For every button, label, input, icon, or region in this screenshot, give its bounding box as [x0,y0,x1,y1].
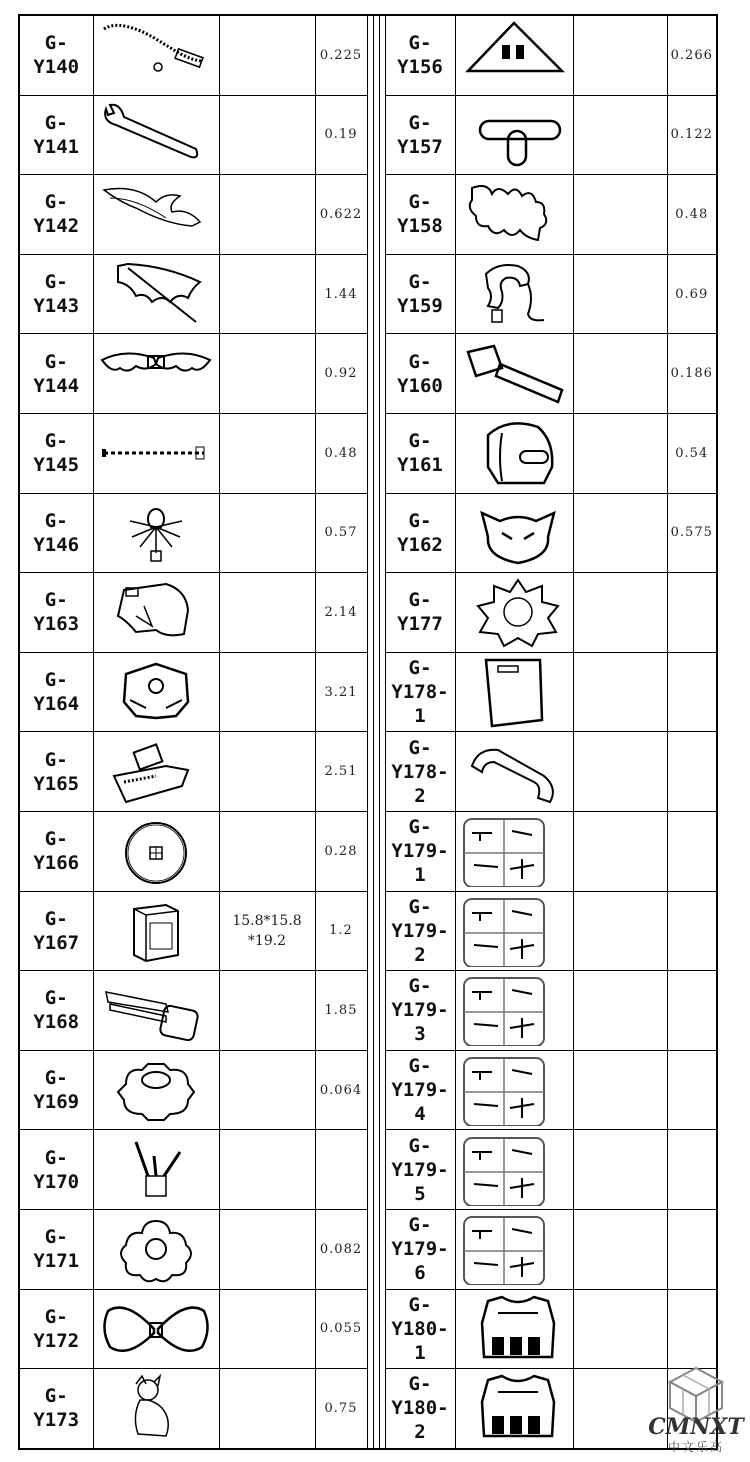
part-code-line: Y140 [33,56,80,79]
part-size [219,413,315,493]
part-code-line: G- [408,1214,432,1237]
part-code [19,254,93,334]
part-image [455,175,573,255]
part-weight: 0.69 [667,254,717,334]
clamp-plate-icon [96,736,216,808]
part-code [19,1209,93,1289]
part-image [455,95,573,175]
part-code [19,15,93,95]
part-code-line: G- [408,736,432,759]
armor-chest-icon [96,656,216,728]
part-code-line: G- [408,430,432,453]
bat-wings-pair-icon [96,338,216,410]
flame-blade-icon [96,178,216,250]
tactical-vest-icon [458,1372,570,1444]
part-image [93,652,219,732]
part-code-line: G- [44,350,68,373]
part-code-line: G- [408,271,432,294]
part-code-line: Y179- [391,1158,449,1181]
part-image [455,1289,573,1369]
part-code-line: Y146 [33,533,80,556]
part-code-line: 2 [414,1421,426,1444]
part-code [385,811,455,891]
part-code [19,95,93,175]
part-weight: 0.186 [667,334,717,414]
part-weight: 0.225 [315,15,367,95]
table-row [19,175,717,255]
part-code [385,1130,455,1210]
part-code-line: 1 [414,1341,426,1364]
table-row [19,732,717,812]
part-code-line: Y167 [33,931,80,954]
table-row [19,413,717,493]
part-size [573,811,667,891]
triangle-sign-icon [458,19,570,91]
part-image [455,1130,573,1210]
part-size [219,1130,315,1210]
part-image [93,811,219,891]
part-code [385,175,455,255]
part-size [573,1050,667,1130]
part-image [455,15,573,95]
part-weight: 3.21 [315,652,367,732]
part-code-line: G- [44,669,68,692]
part-size [573,175,667,255]
part-size [573,254,667,334]
part-code-line: Y144 [33,374,80,397]
part-code [385,732,455,812]
part-size [219,334,315,414]
part-code [385,1369,455,1449]
table-row [19,1289,717,1369]
part-code-line: 2 [414,784,426,807]
part-code-line: G- [44,1067,68,1090]
weapon-sprue-icon [458,895,570,967]
part-code-line: Y180- [391,1397,449,1420]
part-code-line: G- [408,589,432,612]
part-code-line: Y178- [391,760,449,783]
part-code-line: G- [44,1305,68,1328]
part-code-line: Y159 [397,295,443,318]
part-code [19,1289,93,1369]
part-image [455,573,573,653]
part-size [573,971,667,1051]
part-image [93,971,219,1051]
part-code-line: Y156 [397,56,443,79]
part-image [93,732,219,812]
part-weight [667,1130,717,1210]
part-code-line: G- [44,32,68,55]
part-image [455,1369,573,1449]
parts-catalog-table [18,14,718,1450]
part-weight: 2.51 [315,732,367,812]
part-code-line: 6 [414,1262,426,1285]
part-code-line: 1 [414,705,426,728]
part-size [573,573,667,653]
part-code-line: G- [44,509,68,532]
part-code-line: Y178- [391,681,449,704]
part-weight: 0.75 [315,1369,367,1449]
watermark-sub: 中文乐高 [667,1440,724,1454]
t-connector-icon [458,99,570,171]
table-row [19,1130,717,1210]
part-image [93,1209,219,1289]
part-code-line: Y177 [397,613,443,636]
pony-figure-icon [96,1372,216,1444]
part-image [455,1050,573,1130]
weapon-sprue-icon [458,815,570,887]
part-size [219,652,315,732]
part-code [385,652,455,732]
part-code-line: Y160 [397,374,443,397]
part-weight [667,652,717,732]
part-code [19,493,93,573]
part-size [219,95,315,175]
part-code [19,334,93,414]
part-size [219,1289,315,1369]
part-weight: 0.48 [667,175,717,255]
weapon-sprue-icon [458,974,570,1046]
part-code-line: G- [44,589,68,612]
part-size [219,1209,315,1289]
part-code-line: G- [44,1385,68,1408]
part-code-line: Y145 [33,454,80,477]
table-row [19,254,717,334]
part-size [573,1289,667,1369]
part-code [19,1130,93,1210]
part-image [455,493,573,573]
part-code-line: G- [408,191,432,214]
watermark-brand: CMNXT [648,1414,744,1440]
bat-wing-icon [96,258,216,330]
part-code-line: 2 [414,943,426,966]
part-image [455,811,573,891]
part-size [573,1130,667,1210]
part-size [573,732,667,812]
part-code-line: Y170 [33,1170,80,1193]
part-code-line: Y143 [33,295,80,318]
part-code [19,1369,93,1449]
hammer-icon [458,338,570,410]
part-code [19,413,93,493]
part-weight: 0.48 [315,413,367,493]
part-size [219,971,315,1051]
part-code-line: G- [408,350,432,373]
part-code-line: Y169 [33,1091,80,1114]
square-frame-icon [96,895,216,967]
part-weight [667,971,717,1051]
part-weight [667,811,717,891]
part-code-line: Y172 [33,1329,80,1352]
tactical-vest-icon [458,1293,570,1365]
part-size [573,95,667,175]
part-code-line: Y142 [33,215,80,238]
part-code [19,811,93,891]
part-code-line: G- [44,430,68,453]
part-weight: 0.622 [315,175,367,255]
table-row [19,1050,717,1130]
bow-icon [96,1293,216,1365]
part-weight: 0.575 [667,493,717,573]
part-code [385,971,455,1051]
part-weight: 0.266 [667,15,717,95]
part-image [455,971,573,1051]
part-image [93,15,219,95]
watermark-logo [648,1364,744,1456]
part-size [219,15,315,95]
part-code-line: G- [44,271,68,294]
spike-crown-icon [96,497,216,569]
part-image [93,95,219,175]
part-size [219,1050,315,1130]
part-code-line: Y141 [33,135,80,158]
weapon-sprue-icon [458,1054,570,1126]
part-size [573,652,667,732]
part-weight: 0.19 [315,95,367,175]
chain-icon [96,417,216,489]
part-code-line: Y179- [391,919,449,942]
part-size: 15.8*15.8 *19.2 [219,891,315,971]
part-code-line: Y179- [391,1079,449,1102]
part-code-line: Y164 [33,693,80,716]
part-code-line: G- [408,895,432,918]
part-weight [667,732,717,812]
part-weight: 0.122 [667,95,717,175]
part-code [385,413,455,493]
part-weight: 0.28 [315,811,367,891]
part-code [385,1050,455,1130]
part-image [455,413,573,493]
part-code-line: G- [44,111,68,134]
part-weight [315,1130,367,1210]
table-row [19,652,717,732]
armor-shoulder-icon [96,576,216,648]
part-code-line: Y165 [33,772,80,795]
part-code-line: Y157 [397,135,443,158]
flower-plate-icon [96,1213,216,1285]
cog-ring-icon [96,1054,216,1126]
part-size [219,573,315,653]
part-size [573,891,667,971]
part-weight: 0.54 [667,413,717,493]
part-size [219,811,315,891]
part-size [219,254,315,334]
whip-chain-icon [96,19,216,91]
part-weight [667,1209,717,1289]
part-weight [667,891,717,971]
part-code [385,1289,455,1369]
part-code-line: Y180- [391,1317,449,1340]
part-image [93,254,219,334]
part-code [385,15,455,95]
part-weight [667,573,717,653]
part-code [19,891,93,971]
table-row [19,891,717,971]
part-size [219,732,315,812]
part-weight: 0.92 [315,334,367,414]
part-size [573,413,667,493]
part-code [385,254,455,334]
part-code [385,1209,455,1289]
table-row [19,493,717,573]
part-code-line: G- [408,111,432,134]
part-weight: 0.055 [315,1289,367,1369]
part-weight: 0.064 [315,1050,367,1130]
part-weight: 1.2 [315,891,367,971]
part-size [219,175,315,255]
part-code-line: Y179- [391,840,449,863]
part-size [219,1369,315,1449]
table-row [19,573,717,653]
part-size [573,334,667,414]
part-code [19,175,93,255]
table-row [19,95,717,175]
wrench-icon [96,99,216,171]
part-code-line: G- [44,1146,68,1169]
part-code-line: G- [408,509,432,532]
part-image [93,334,219,414]
part-code-line: Y171 [33,1250,80,1273]
part-image [455,652,573,732]
helmet-icon [458,417,570,489]
blaster-icon [96,974,216,1046]
part-code-line: G- [408,816,432,839]
part-image [93,493,219,573]
part-code-line: G- [44,1226,68,1249]
part-code-line: Y162 [397,533,443,556]
part-code-line: G- [408,1134,432,1157]
cat-mask-icon [458,497,570,569]
part-weight [667,1050,717,1130]
part-image [93,1050,219,1130]
part-code-line: Y161 [397,454,443,477]
part-weight: 1.44 [315,254,367,334]
part-code [19,573,93,653]
ruffle-collar-icon [458,178,570,250]
part-code-line: G- [408,1373,432,1396]
part-image [93,891,219,971]
part-code [385,891,455,971]
part-code-line: 4 [414,1103,426,1126]
hook-clip-icon [458,258,570,330]
part-image [455,891,573,971]
part-code-line: G- [44,828,68,851]
part-code-line: G- [44,907,68,930]
table-row [19,15,717,95]
part-code-line: 3 [414,1023,426,1046]
part-weight [667,1289,717,1369]
part-image [93,413,219,493]
table-row [19,1209,717,1289]
part-code-line: G- [44,191,68,214]
part-code-line: Y168 [33,1011,80,1034]
part-code-line: Y166 [33,852,80,875]
part-size [573,1209,667,1289]
table-row [19,1369,717,1449]
part-code [19,732,93,812]
part-weight: 0.082 [315,1209,367,1289]
bent-tube-icon [458,736,570,808]
part-image [93,1289,219,1369]
part-code-line: Y179- [391,1238,449,1261]
table-row [19,971,717,1051]
table-row [19,811,717,891]
part-size [573,15,667,95]
part-image [455,254,573,334]
part-code-line: G- [408,657,432,680]
part-code-line: 5 [414,1182,426,1205]
part-image [455,1209,573,1289]
part-code [19,652,93,732]
part-code-line: Y173 [33,1409,80,1432]
part-code [19,1050,93,1130]
part-image [93,573,219,653]
part-code-line: 1 [414,864,426,887]
part-weight: 0.57 [315,493,367,573]
part-code [385,493,455,573]
antenna-clip-icon [96,1134,216,1206]
part-weight: 2.14 [315,573,367,653]
part-size [219,493,315,573]
round-dish-icon [96,815,216,887]
part-code-line: G- [408,32,432,55]
part-code-line: Y158 [397,215,443,238]
part-code-line: G- [44,748,68,771]
part-code [19,971,93,1051]
part-image [93,1369,219,1449]
part-code [385,95,455,175]
part-image [455,334,573,414]
weapon-sprue-icon [458,1134,570,1206]
part-image [93,175,219,255]
part-code [385,334,455,414]
part-code [385,573,455,653]
table-row [19,334,717,414]
part-code-line: G- [408,1055,432,1078]
part-image [93,1130,219,1210]
part-weight: 1.85 [315,971,367,1051]
part-code-line: Y179- [391,999,449,1022]
part-code-line: G- [408,975,432,998]
book-tile-icon [458,656,570,728]
part-code-line: G- [44,987,68,1010]
part-size [573,493,667,573]
weapon-sprue-icon [458,1213,570,1285]
star-collar-icon [458,576,570,648]
part-code-line: G- [408,1293,432,1316]
part-code-line: Y163 [33,613,80,636]
part-image [455,732,573,812]
